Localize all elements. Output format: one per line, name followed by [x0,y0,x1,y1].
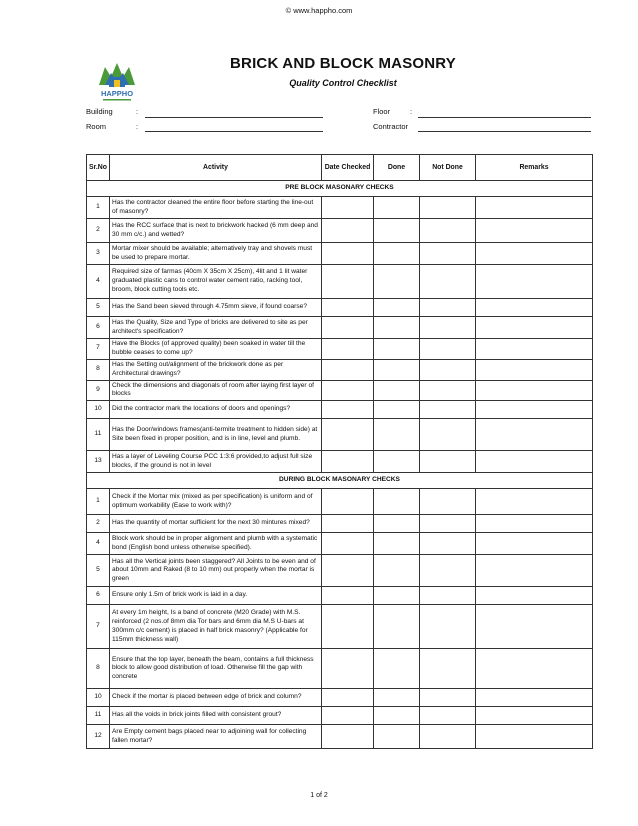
date-checked-cell[interactable] [322,555,374,587]
not-done-cell[interactable] [420,219,476,243]
activity-text: At every 1m height, Is a band of concrete (M20 Grade) with M.S. reinforced (2 nos.of 8mm dia Tor bars and 6mm dia M.S U-bars at 300mm c/c cement) is placed in half brick masonry? (Applicable for 115mm thickness wall) [110,605,322,649]
activity-text: Have the Blocks (of approved quality) been soaked in water till the bubble ceases to come up? [110,339,322,360]
date-checked-cell[interactable] [322,689,374,707]
site-url: © www.happho.com [285,6,353,15]
table-row [87,197,593,219]
col-header-activity: Activity [110,155,322,181]
floor-label: Floor [373,107,391,116]
table-row [87,419,593,451]
done-cell[interactable] [374,219,420,243]
remarks-cell[interactable] [476,605,593,649]
col-header-done: Done [374,155,420,181]
date-checked-cell[interactable] [322,725,374,749]
activity-text: Check if the mortar is placed between edge of brick and column? [110,689,322,707]
date-checked-cell[interactable] [322,219,374,243]
date-checked-cell[interactable] [322,515,374,533]
row-number: 11 [87,419,110,451]
table-row [87,515,593,533]
row-number: 4 [87,533,110,555]
table-row [87,689,593,707]
section-title: PRE BLOCK MASONARY CHECKS [87,181,593,197]
table-row [87,299,593,317]
row-number: 7 [87,339,110,360]
done-cell[interactable] [374,489,420,515]
not-done-cell[interactable] [420,649,476,689]
table-row [87,219,593,243]
row-number: 5 [87,299,110,317]
not-done-cell[interactable] [420,689,476,707]
date-checked-cell[interactable] [322,649,374,689]
activity-text: Check if the Mortar mix (mixed as per specification) is uniform and of optimum workability (Ease to work with)? [110,489,322,515]
date-checked-cell[interactable] [322,299,374,317]
activity-text: Has the Quality, Size and Type of bricks are delivered to site as per architect's specification? [110,317,322,339]
done-cell[interactable] [374,515,420,533]
date-checked-cell[interactable] [322,401,374,419]
activity-text: Has the quantity of mortar sufficient for the next 30 mintures mixed? [110,515,322,533]
section-header-row [87,473,593,489]
date-checked-cell[interactable] [322,451,374,473]
done-cell[interactable] [374,587,420,605]
done-cell[interactable] [374,299,420,317]
activity-text: Did the contractor mark the locations of doors and openings? [110,401,322,419]
table-row [87,359,593,380]
room-field[interactable] [145,131,323,132]
table-row [87,339,593,360]
activity-text: Has all the voids in brick joints filled with consistent grout? [110,707,322,725]
col-header-srno: Sr.No [87,155,110,181]
not-done-cell[interactable] [420,489,476,515]
date-checked-cell[interactable] [322,317,374,339]
remarks-cell[interactable] [476,419,593,451]
building-colon: : [136,107,139,116]
logo-text: HAPPHO [100,89,134,98]
col-header-remarks: Remarks [476,155,593,181]
row-number: 3 [87,243,110,265]
table-row [87,555,593,587]
date-checked-cell[interactable] [322,587,374,605]
activity-text: Ensure only 1.5m of brick work is laid in a day. [110,587,322,605]
page-title: BRICK AND BLOCK MASONRY [230,55,456,72]
row-number: 10 [87,689,110,707]
date-checked-cell[interactable] [322,605,374,649]
done-cell[interactable] [374,605,420,649]
table-row [87,587,593,605]
done-cell[interactable] [374,197,420,219]
done-cell[interactable] [374,555,420,587]
row-number: 9 [87,380,110,401]
remarks-cell[interactable] [476,339,593,360]
done-cell[interactable] [374,359,420,380]
remarks-cell[interactable] [476,197,593,219]
activity-text: Has a layer of Leveling Course PCC 1:3:6 provided,to adjust full size blocks, if the ground is not in level [110,451,322,473]
table-row [87,401,593,419]
not-done-cell[interactable] [420,707,476,725]
contractor-field[interactable] [418,131,591,132]
not-done-cell[interactable] [420,605,476,649]
done-cell[interactable] [374,533,420,555]
not-done-cell[interactable] [420,725,476,749]
date-checked-cell[interactable] [322,380,374,401]
room-label: Room [86,122,107,131]
done-cell[interactable] [374,689,420,707]
remarks-cell[interactable] [476,689,593,707]
remarks-cell[interactable] [476,265,593,299]
not-done-cell[interactable] [420,555,476,587]
row-number: 4 [87,265,110,299]
not-done-cell[interactable] [420,243,476,265]
page-subtitle: Quality Control Checklist [289,78,397,88]
not-done-cell[interactable] [420,197,476,219]
activity-text: Has all the Vertical joints been staggered? All Joints to be even and of about 10mm and Raked (8 to 10 mm) out properly when the mortar is green [110,555,322,587]
remarks-cell[interactable] [476,515,593,533]
table-row [87,380,593,401]
contractor-label: Contractor [373,122,409,131]
row-number: 5 [87,555,110,587]
not-done-cell[interactable] [420,419,476,451]
remarks-cell[interactable] [476,707,593,725]
activity-text: Ensure that the top layer, beneath the beam, contains a full thickness block to allow good distribution of load. Otherwise fill the gap with concrete [110,649,322,689]
not-done-cell[interactable] [420,515,476,533]
done-cell[interactable] [374,243,420,265]
remarks-cell[interactable] [476,299,593,317]
remarks-cell[interactable] [476,649,593,689]
table-row [87,533,593,555]
not-done-cell[interactable] [420,359,476,380]
page-number: 1 of 2 [310,792,328,799]
not-done-cell[interactable] [420,401,476,419]
checklist-table [86,154,593,749]
row-number: 6 [87,587,110,605]
activity-text: Are Empty cement bags placed near to adjoining wall for collecting fallen mortar? [110,725,322,749]
remarks-cell[interactable] [476,219,593,243]
table-header-row [87,155,593,181]
row-number: 2 [87,515,110,533]
remarks-cell[interactable] [476,401,593,419]
table-row [87,605,593,649]
table-row [87,243,593,265]
done-cell[interactable] [374,380,420,401]
not-done-cell[interactable] [420,317,476,339]
activity-text: Check the dimensions and diagonals of room after laying first layer of blocks [110,380,322,401]
floor-field[interactable] [418,117,591,118]
row-number: 13 [87,451,110,473]
date-checked-cell[interactable] [322,339,374,360]
not-done-cell[interactable] [420,339,476,360]
remarks-cell[interactable] [476,725,593,749]
row-number: 8 [87,649,110,689]
not-done-cell[interactable] [420,533,476,555]
row-number: 11 [87,707,110,725]
table-row [87,489,593,515]
date-checked-cell[interactable] [322,707,374,725]
activity-text: Block work should be in proper alignment and plumb with a systematic bond (English bond unless otherwise specified). [110,533,322,555]
activity-text: Mortar mixer should be available; alternatively tray and shovels must be used to prepare mortar. [110,243,322,265]
activity-text: Has the Door/windows frames(anti-termite treatment to hidden side) at Site been fixed in proper position, and is in line, level and plumb. [110,419,322,451]
remarks-cell[interactable] [476,587,593,605]
activity-text: Has the RCC surface that is next to brickwork hacked (6 mm deep and 30 mm c/c.) and wetted? [110,219,322,243]
remarks-cell[interactable] [476,451,593,473]
date-checked-cell[interactable] [322,265,374,299]
not-done-cell[interactable] [420,265,476,299]
done-cell[interactable] [374,419,420,451]
section-header-row [87,181,593,197]
row-number: 7 [87,605,110,649]
remarks-cell[interactable] [476,359,593,380]
row-number: 1 [87,197,110,219]
activity-text: Has the contractor cleaned the entire floor before starting the line-out of masonry? [110,197,322,219]
remarks-cell[interactable] [476,533,593,555]
activity-text: Required size of farmas (40cm X 35cm X 25cm), 4lit and 1 lit water graduated plastic cans to control water cement ratio, racking tool, broom, block cutting tools etc. [110,265,322,299]
table-row [87,317,593,339]
date-checked-cell[interactable] [322,359,374,380]
done-cell[interactable] [374,339,420,360]
date-checked-cell[interactable] [322,197,374,219]
remarks-cell[interactable] [476,489,593,515]
done-cell[interactable] [374,707,420,725]
table-row [87,707,593,725]
building-label: Building [86,107,113,116]
remarks-cell[interactable] [476,555,593,587]
remarks-cell[interactable] [476,243,593,265]
col-header-date-checked: Date Checked [322,155,374,181]
remarks-cell[interactable] [476,380,593,401]
date-checked-cell[interactable] [322,419,374,451]
remarks-cell[interactable] [476,317,593,339]
table-row [87,451,593,473]
not-done-cell[interactable] [420,451,476,473]
done-cell[interactable] [374,451,420,473]
date-checked-cell[interactable] [322,533,374,555]
date-checked-cell[interactable] [322,489,374,515]
not-done-cell[interactable] [420,299,476,317]
not-done-cell[interactable] [420,587,476,605]
floor-colon: : [410,107,413,116]
done-cell[interactable] [374,725,420,749]
section-title: DURING BLOCK MASONARY CHECKS [87,473,593,489]
done-cell[interactable] [374,649,420,689]
table-row [87,265,593,299]
not-done-cell[interactable] [420,380,476,401]
col-header-not-done: Not Done [420,155,476,181]
done-cell[interactable] [374,401,420,419]
row-number: 2 [87,219,110,243]
building-field[interactable] [145,117,323,118]
date-checked-cell[interactable] [322,243,374,265]
done-cell[interactable] [374,317,420,339]
activity-text: Has the Setting out/alignment of the brickwork done as per Architectural drawings? [110,359,322,380]
row-number: 12 [87,725,110,749]
row-number: 10 [87,401,110,419]
row-number: 8 [87,359,110,380]
activity-text: Has the Sand been sieved through 4.75mm sieve, if found coarse? [110,299,322,317]
room-colon: : [136,122,139,131]
table-row [87,725,593,749]
row-number: 1 [87,489,110,515]
done-cell[interactable] [374,265,420,299]
row-number: 6 [87,317,110,339]
table-row [87,649,593,689]
